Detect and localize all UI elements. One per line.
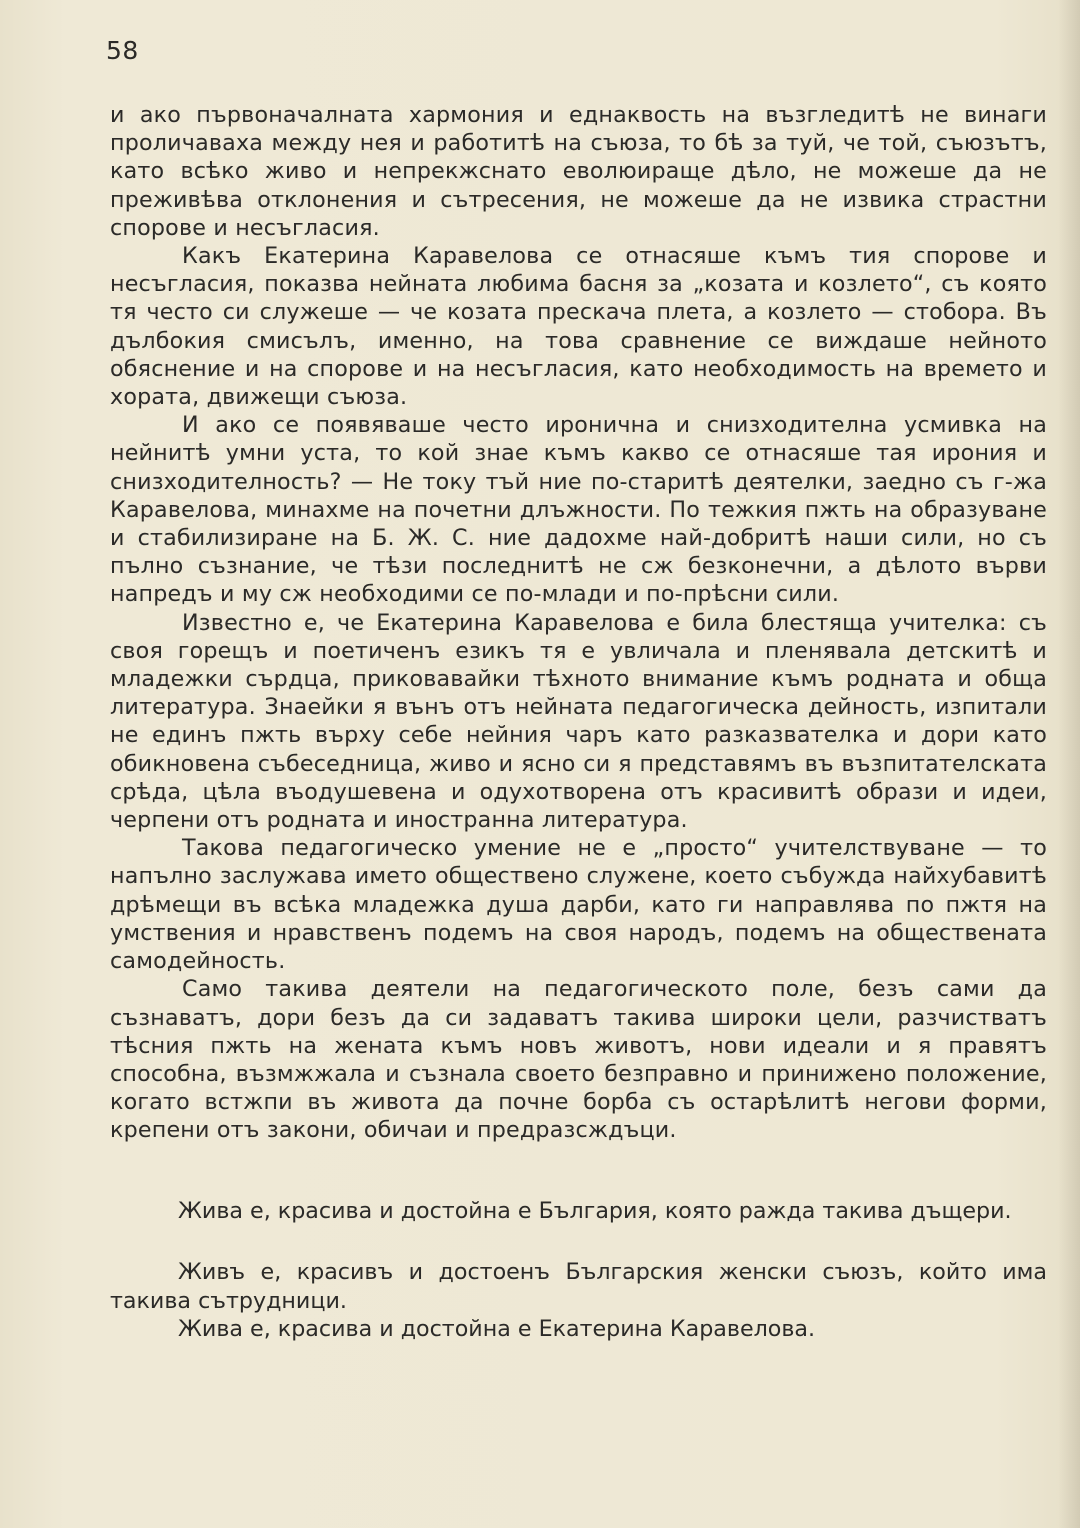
page-edge-shadow bbox=[1058, 0, 1080, 1528]
closing-line-3: Жива е, красива и достойна е Екатерина Каравелова. bbox=[178, 1316, 816, 1342]
paragraph-2: Какъ Екатерина Каравелова се отнасяше къмъ тия спорове и несъгласия, показва нейната любима басня за „козата и козлето“, съ която тя често си служеше — че козата прескача плета, а козлето — стобора. Въ дълбокия смисълъ, именно, на това сравнение се виждаше нейното обяснение и на спорове и на несъгласия, като необходимость на времето и хората, движещи съюза. bbox=[110, 243, 1047, 411]
closing-line-1: Жива е, красива и достойна е България, която ражда такива дъщери. bbox=[178, 1198, 1012, 1224]
page-number: 58 bbox=[106, 36, 139, 65]
paragraph-6: Само такива деятели на педагогическото поле, безъ сами да съзнаватъ, дори безъ да си задаватъ такива широки цели, разчистватъ тѣсния пжть на жената къмъ новъ животъ, нови идеали и я правятъ способна, възмжжала и съзнала своето безправно и принижено положение, когато встжпи въ живота да почне борба съ остарѣлитѣ негови форми, крепени отъ закони, обичаи и предразсждъци. bbox=[110, 976, 1047, 1144]
paragraph-5: Такова педагогическо умение не е „просто“ учителствуване — то напълно заслужава името обществено служене, което събужда найхубавитѣ дрѣмещи въ всѣка младежка душа дарби, като ги направлява по пжтя на умствения и нравственъ подемъ на своя народъ, подемъ на обществената самодейность. bbox=[110, 835, 1047, 975]
paragraph-1: и ако първоначалната хармония и еднаквость на възгледитѣ не винаги проличаваха между нея и работитѣ на съюза, то бѣ за туй, че той, съюзътъ, като всѣко живо и непрекжснато еволюираще дѣло, не можеше да не преживѣва отклонения и сътресения, не можеше да не извика страстни спорове и несъгласия. bbox=[110, 102, 1047, 241]
body-text bbox=[110, 101, 1047, 1145]
paragraph-3: И ако се появяваше често иронична и снизходителна усмивка на нейнитѣ умни уста, то кой знае къмъ какво се отнасяше тая ирония и снизходителность? — Не току тъй ние по-старитѣ деятелки, заедно съ г-жа Каравелова, минахме на почетни длъжности. По тежкия пжть на образуване и стабилизиране на Б. Ж. С. ние дадохме най-добритѣ наши сили, но съ пълно съзнание, че тѣзи последнитѣ не сж безконечни, а дѣлото върви напредъ и му сж необходими се по-млади и по-прѣсни сили. bbox=[110, 412, 1047, 608]
paragraph-4: Известно е, че Екатерина Каравелова е била блестяща учителка: съ своя горещъ и поетиченъ езикъ тя е увличала и пленявала детскитѣ и младежки сърдца, приковавайки тѣхното внимание къмъ родната и обща литература. Знаейки я вънъ отъ нейната педагогическа дейность, изпитали не единъ пжть върху себе нейния чаръ като разказвателка и дори като обикновена събеседница, живо и ясно си я представямъ въ възпитателската срѣда, цѣла въодушевена и одухотворена отъ красивитѣ образи и идеи, черпени отъ родната и иностранна литература. bbox=[110, 609, 1047, 834]
closing-line-2: Живъ е, красивъ и достоенъ Българския женски съюзъ, който има такива сътрудници. bbox=[110, 1259, 1047, 1314]
